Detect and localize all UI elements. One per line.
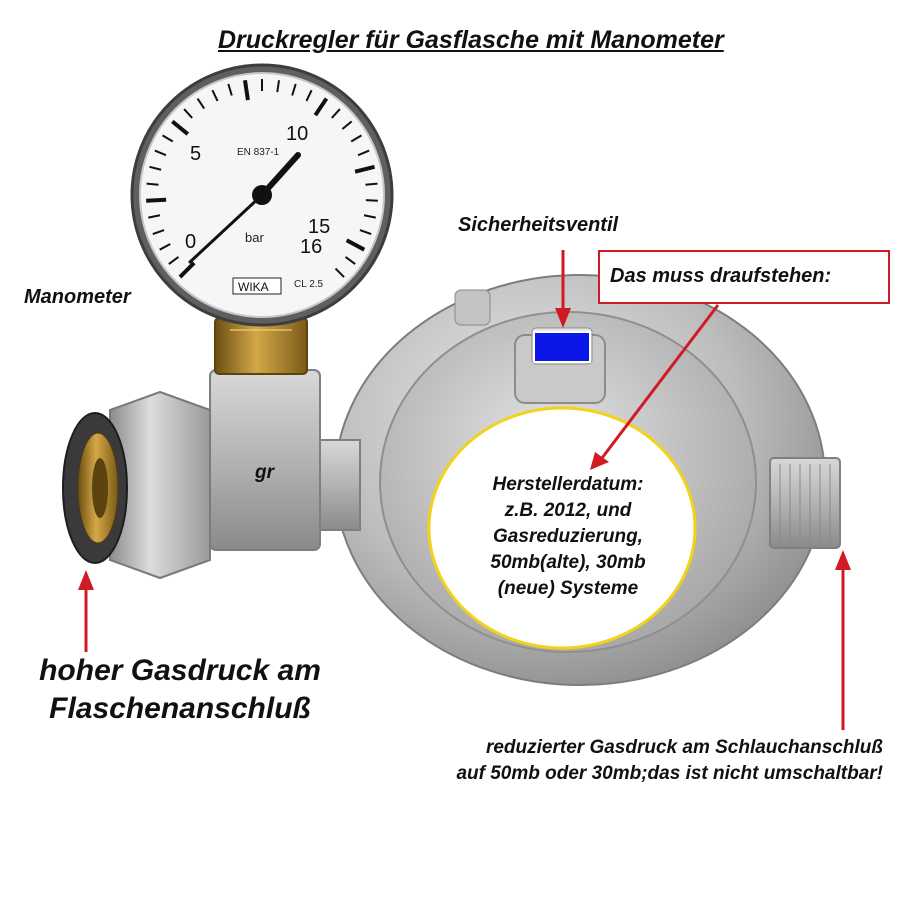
manufacturer-line: 50mb(alte), 30mb <box>490 552 646 573</box>
manufacturer-line: z.B. 2012, und <box>504 500 632 521</box>
high-pressure-line: Flaschenanschluß <box>49 692 311 725</box>
reduced-pressure-line: reduzierter Gasdruck am Schlauchanschluß <box>485 737 883 758</box>
gauge-class: CL 2.5 <box>294 279 324 290</box>
reduced-pressure-line: auf 50mb oder 30mb;das ist nicht umschaltbar! <box>456 763 883 784</box>
label-gr: gr <box>255 462 274 483</box>
label-manometer: Manometer <box>24 286 131 308</box>
gauge-scale-15: 15 <box>308 216 331 238</box>
gauge-scale-5: 5 <box>190 143 202 165</box>
arrow-to-hose-outlet <box>835 550 851 730</box>
label-callout: Das muss draufstehen: <box>610 265 832 287</box>
gauge-tick <box>146 200 166 201</box>
manufacturer-line: (neue) Systeme <box>497 578 639 599</box>
inlet-nut <box>63 392 210 578</box>
label-manufacturer-info <box>448 472 688 602</box>
gauge-scale-16: 16 <box>300 236 323 258</box>
valve-marker <box>534 332 590 362</box>
gauge-standard: EN 837-1 <box>237 147 280 158</box>
gauge-unit: bar <box>245 230 264 245</box>
label-reduced-pressure <box>335 735 883 787</box>
inlet-block <box>210 370 360 550</box>
label-high-pressure <box>20 652 340 728</box>
gauge-tick <box>365 184 377 185</box>
arrow-to-inlet <box>78 570 94 652</box>
label-safety-valve: Sicherheitsventil <box>458 214 619 236</box>
page-title: Druckregler für Gasflasche mit Manometer <box>218 26 724 54</box>
gauge-tick <box>147 184 159 185</box>
manufacturer-line: Gasreduzierung, <box>493 526 643 547</box>
high-pressure-line: hoher Gasdruck am <box>39 654 321 687</box>
hose-connector <box>770 458 840 548</box>
gauge-tick <box>366 200 378 201</box>
gauge-scale-10: 10 <box>286 123 309 145</box>
manufacturer-line: Herstellerdatum: <box>492 474 644 495</box>
gauge-brand: WIKA <box>238 280 269 294</box>
gauge-scale-0: 0 <box>185 231 197 253</box>
